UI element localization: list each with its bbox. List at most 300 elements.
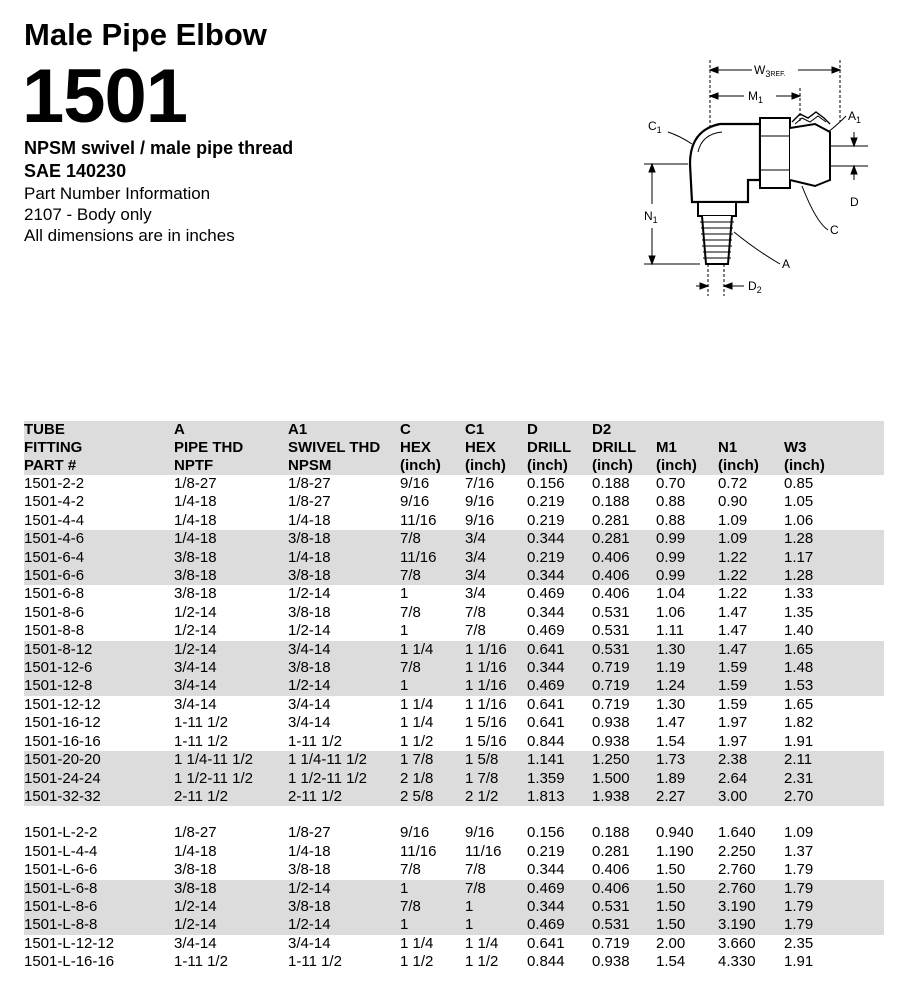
m1-label: $M_1$: [748, 89, 764, 105]
table-cell: 3.190: [718, 916, 784, 934]
table-cell: 0.88: [656, 511, 686, 529]
table-cell: 1 1/4: [400, 695, 434, 713]
table-cell: 0.344: [527, 898, 592, 916]
table-cell: 0.219: [527, 493, 565, 511]
table-row: [24, 714, 884, 732]
table-cell: 0.99: [656, 567, 718, 585]
table-row: [24, 953, 884, 971]
table-cell: 1.190: [656, 842, 694, 860]
column-header: NPTF: [174, 457, 288, 475]
table-cell: 0.531: [592, 603, 630, 621]
table-cell: 1-11 1/2: [288, 953, 342, 971]
table-cell: 1501-16-16: [24, 732, 101, 750]
column-header: PART #: [24, 457, 174, 475]
table-cell: 1-11 1/2: [288, 732, 342, 750]
table-row: [24, 622, 884, 640]
table-cell: 3/4-14: [288, 934, 331, 952]
table-cell: 3.660: [718, 934, 756, 952]
column-header: D: [527, 421, 592, 439]
table-cell: 0.156: [527, 475, 565, 492]
table-cell: 0.344: [527, 567, 592, 585]
table-cell: 1.79: [784, 916, 884, 934]
table-cell: 0.641: [527, 695, 565, 713]
table-cell: 1: [400, 585, 409, 603]
table-cell: 0.938: [592, 732, 630, 750]
table-cell: 1/2-14: [288, 677, 400, 695]
table-cell: 9/16: [400, 824, 430, 842]
table-cell: 7/8: [400, 530, 465, 548]
table-cell: 0.719: [592, 695, 630, 713]
table-cell: 1 1/16: [465, 677, 527, 695]
table-cell: 2.11: [784, 751, 884, 769]
table-cell: 3/4-14: [174, 934, 217, 952]
table-cell: 1501-L-4-4: [24, 842, 98, 860]
table-cell: 1/4-18: [174, 511, 217, 529]
table-body: [24, 475, 884, 972]
table-row: [24, 880, 884, 898]
table-cell: 0.219: [527, 842, 565, 860]
table-cell: 1.54: [656, 732, 686, 750]
table-cell: 1.47: [718, 622, 748, 640]
table-cell: 0.406: [592, 585, 630, 603]
table-cell: 1/8-27: [174, 475, 217, 492]
table-cell: 7/16: [465, 475, 495, 492]
table-cell: 1.22: [718, 567, 784, 585]
table-cell: 2.250: [718, 842, 756, 860]
table-cell: 1501-L-16-16: [24, 953, 115, 971]
column-header: (inch): [592, 457, 656, 475]
table-cell: 0.188: [592, 493, 630, 511]
table-cell: 1.04: [656, 585, 686, 603]
table-cell: 1.640: [718, 824, 756, 842]
table-cell: 2.27: [656, 788, 718, 806]
table-cell: 3.00: [718, 788, 784, 806]
table-cell: 0.531: [592, 916, 656, 934]
table-cell: 1.50: [656, 916, 718, 934]
column-header: A: [174, 421, 288, 439]
table-cell: 1.33: [784, 585, 814, 603]
table-cell: 2.31: [784, 770, 884, 788]
table-cell: 1501-32-32: [24, 788, 174, 806]
table-cell: 1501-20-20: [24, 751, 174, 769]
table-cell: 1.59: [718, 659, 784, 677]
table-cell: 1/2-14: [174, 622, 217, 640]
table-cell: 4.330: [718, 953, 756, 971]
table-cell: 1 1/2: [465, 953, 499, 971]
column-header: HEX: [400, 439, 465, 457]
table-cell: 3/8-18: [288, 898, 400, 916]
info-line-1: Part Number Information: [24, 184, 211, 203]
table-cell: 1501-4-2: [24, 493, 85, 511]
table-cell: 3/4-14: [288, 714, 331, 732]
table-cell: 0.90: [718, 493, 748, 511]
table-cell: 1 5/8: [465, 751, 527, 769]
table-cell: 1501-16-12: [24, 714, 101, 732]
table-cell: 1.17: [784, 549, 884, 567]
column-header: N1: [718, 439, 784, 457]
table-cell: 9/16: [400, 475, 430, 492]
table-cell: 1.59: [718, 695, 748, 713]
info-line-3: All dimensions are in inches: [24, 226, 235, 245]
table-cell: 11/16: [400, 511, 437, 529]
column-header: TUBE: [24, 421, 174, 439]
table-cell: 1/2-14: [174, 898, 288, 916]
table-cell: 0.344: [527, 603, 565, 621]
table-cell: 1.53: [784, 677, 884, 695]
table-cell: 1501-6-6: [24, 567, 174, 585]
table-cell: 1.22: [718, 549, 784, 567]
column-header: M1: [656, 439, 718, 457]
table-cell: 1/4-18: [174, 493, 217, 511]
table-cell: 1.35: [784, 603, 814, 621]
dimensions-table: [24, 421, 884, 972]
table-cell: 1.09: [784, 824, 814, 842]
table-cell: 9/16: [465, 493, 495, 511]
table-cell: 1 5/16: [465, 732, 507, 750]
header-line: [24, 457, 884, 475]
table-cell: 7/8: [400, 659, 465, 677]
table-cell: 2.64: [718, 770, 784, 788]
column-header: NPSM: [288, 457, 400, 475]
table-cell: 1 1/4: [400, 934, 434, 952]
table-cell: 0.940: [656, 824, 694, 842]
table-cell: 1/4-18: [288, 511, 331, 529]
table-cell: 1/2-14: [288, 585, 331, 603]
table-cell: 0.99: [656, 549, 718, 567]
table-row: [24, 475, 884, 493]
table-cell: 0.281: [592, 530, 656, 548]
d2-label: $D_2$: [748, 279, 762, 295]
table-cell: 9/16: [400, 493, 430, 511]
table-cell: 1 1/2-11 1/2: [288, 770, 400, 788]
column-header: [656, 421, 718, 439]
table-cell: 3.190: [718, 898, 784, 916]
product-title: Male Pipe Elbow: [24, 17, 267, 52]
w3-label: $W_3REF$.: [754, 63, 786, 79]
table-cell: 1 1/2: [400, 732, 434, 750]
table-cell: 3/4: [465, 567, 527, 585]
table-cell: 1.50: [656, 880, 718, 898]
table-cell: 0.938: [592, 714, 630, 732]
table-row: [24, 659, 884, 677]
table-cell: 7/8: [465, 880, 527, 898]
table-cell: 1501-24-24: [24, 770, 174, 788]
table-row: [24, 770, 884, 788]
table-cell: 0.406: [592, 567, 656, 585]
table-cell: 1501-8-8: [24, 622, 85, 640]
table-cell: 3/4-14: [288, 641, 400, 659]
table-cell: 1501-2-2: [24, 475, 85, 492]
table-cell: 0.406: [592, 880, 656, 898]
table-cell: 2.760: [718, 880, 784, 898]
table-cell: 1.97: [718, 732, 748, 750]
table-cell: 0.531: [592, 898, 656, 916]
table-cell: 1501-L-8-6: [24, 898, 174, 916]
table-cell: 3/8-18: [174, 861, 217, 879]
header-line: [24, 439, 884, 457]
table-cell: 1501-12-8: [24, 677, 174, 695]
table-cell: 0.844: [527, 732, 565, 750]
table-cell: 0.938: [592, 953, 630, 971]
table-spacer: [24, 806, 884, 824]
table-cell: 0.85: [784, 475, 814, 492]
table-cell: 0.344: [527, 659, 592, 677]
table-cell: 2 1/2: [465, 788, 527, 806]
table-cell: 0.469: [527, 916, 592, 934]
table-cell: 3/4: [465, 530, 527, 548]
table-cell: 0.641: [527, 714, 565, 732]
table-cell: 0.641: [527, 641, 592, 659]
table-cell: 0.88: [656, 493, 686, 511]
table-cell: 1 1/4-11 1/2: [288, 751, 400, 769]
table-cell: 7/8: [400, 567, 465, 585]
table-cell: 1.79: [784, 898, 884, 916]
table-cell: 1.24: [656, 677, 718, 695]
table-cell: 7/8: [465, 622, 486, 640]
table-cell: 2-11 1/2: [288, 788, 400, 806]
table-cell: 1: [465, 898, 527, 916]
table-cell: 1.28: [784, 530, 884, 548]
table-cell: 1 1/4: [465, 934, 499, 952]
table-cell: 1.82: [784, 714, 814, 732]
table-cell: 9/16: [465, 824, 495, 842]
table-cell: 1: [465, 916, 527, 934]
table-cell: 1 7/8: [400, 751, 465, 769]
table-cell: 1: [400, 677, 465, 695]
table-row: [24, 604, 884, 622]
table-row: [24, 567, 884, 585]
fitting-diagram: [640, 52, 880, 302]
table-cell: 1/4-18: [174, 842, 217, 860]
table-cell: 1/8-27: [174, 824, 217, 842]
table-row: [24, 861, 884, 879]
a-label: A: [782, 257, 791, 271]
table-row: [24, 935, 884, 953]
table-cell: 1501-L-6-6: [24, 861, 98, 879]
column-header: PIPE THD: [174, 439, 288, 457]
table-cell: 1-11 1/2: [174, 714, 228, 732]
table-cell: 1 7/8: [465, 770, 527, 788]
table-cell: 1.50: [656, 861, 686, 879]
table-cell: 0.219: [527, 511, 565, 529]
column-header: FITTING: [24, 439, 174, 457]
table-cell: 1 1/4-11 1/2: [174, 751, 288, 769]
table-cell: 2.760: [718, 861, 756, 879]
column-header: [718, 421, 784, 439]
table-row: [24, 824, 884, 842]
table-cell: 1/2-14: [174, 916, 288, 934]
table-cell: 0.469: [527, 585, 565, 603]
column-header: (inch): [465, 457, 527, 475]
d-label: D: [850, 195, 859, 209]
table-cell: 1: [400, 916, 465, 934]
table-cell: 0.406: [592, 549, 656, 567]
column-header: (inch): [400, 457, 465, 475]
table-cell: 1 1/4: [400, 641, 465, 659]
table-cell: 2.35: [784, 934, 814, 952]
table-row: [24, 549, 884, 567]
subtitle-thread: NPSM swivel / male pipe thread: [24, 138, 294, 158]
table-cell: 3/8-18: [174, 880, 288, 898]
table-cell: 1.47: [718, 641, 784, 659]
table-cell: 1.09: [718, 511, 748, 529]
n1-label: $N_1$: [644, 209, 658, 225]
table-cell: 1: [400, 880, 465, 898]
table-cell: 1.11: [656, 622, 685, 640]
column-header: DRILL: [527, 439, 592, 457]
table-row: [24, 530, 884, 548]
table-cell: 0.99: [656, 530, 718, 548]
table-cell: 0.156: [527, 824, 565, 842]
table-cell: 1.938: [592, 788, 656, 806]
table-cell: 1.141: [527, 751, 592, 769]
table-cell: 0.281: [592, 511, 630, 529]
table-row: [24, 512, 884, 530]
table-cell: 11/16: [400, 842, 437, 860]
table-cell: 0.469: [527, 677, 592, 695]
table-cell: 1.37: [784, 842, 814, 860]
table-cell: 1.97: [718, 714, 748, 732]
table-cell: 2.38: [718, 751, 784, 769]
table-cell: 7/8: [465, 861, 486, 879]
table-cell: 0.719: [592, 934, 630, 952]
table-cell: 1 1/2-11 1/2: [174, 770, 288, 788]
table-cell: 1/4-18: [288, 549, 400, 567]
table-cell: 2 5/8: [400, 788, 465, 806]
table-cell: 2.70: [784, 788, 884, 806]
table-cell: 2-11 1/2: [174, 788, 288, 806]
table-cell: 0.844: [527, 953, 565, 971]
table-cell: 1 1/16: [465, 641, 527, 659]
table-cell: 3/8-18: [174, 585, 217, 603]
table-cell: 0.188: [592, 824, 630, 842]
column-header: [784, 421, 884, 439]
table-row: [24, 788, 884, 806]
c1-label: $C_1$: [648, 119, 662, 135]
table-row: [24, 898, 884, 916]
table-cell: 7/8: [465, 603, 486, 621]
table-cell: 0.531: [592, 622, 630, 640]
table-cell: 1501-6-8: [24, 585, 85, 603]
table-cell: 0.469: [527, 880, 592, 898]
table-cell: 1.813: [527, 788, 592, 806]
column-header: DRILL: [592, 439, 656, 457]
table-cell: 0.188: [592, 475, 630, 492]
table-cell: 2.00: [656, 934, 686, 952]
table-cell: 3/4-14: [174, 695, 217, 713]
a1-label: $A_1$: [848, 109, 862, 125]
table-cell: 1/2-14: [174, 603, 217, 621]
table-cell: 1/8-27: [288, 824, 331, 842]
table-cell: 3/8-18: [288, 530, 400, 548]
table-cell: 1/4-18: [288, 842, 331, 860]
column-header: C: [400, 421, 465, 439]
table-cell: 1 5/16: [465, 714, 507, 732]
table-cell: 1501-8-12: [24, 641, 174, 659]
table-cell: 1.47: [656, 714, 686, 732]
table-cell: 7/8: [400, 861, 421, 879]
table-header: [24, 421, 884, 475]
column-header: C1: [465, 421, 527, 439]
table-cell: 1.89: [656, 770, 718, 788]
table-cell: 1501-L-6-8: [24, 880, 174, 898]
table-cell: 0.719: [592, 677, 656, 695]
table-cell: 1 1/2: [400, 953, 434, 971]
column-header: D2: [592, 421, 656, 439]
table-cell: 1.250: [592, 751, 656, 769]
table-cell: 1.48: [784, 659, 884, 677]
table-cell: 0.70: [656, 475, 686, 492]
table-cell: 0.641: [527, 934, 565, 952]
table-cell: 0.344: [527, 861, 565, 879]
column-header: (inch): [718, 457, 784, 475]
table-cell: 3/4: [465, 549, 527, 567]
table-cell: 1.79: [784, 880, 884, 898]
table-cell: 1.06: [784, 511, 814, 529]
table-cell: 1.50: [656, 898, 718, 916]
column-header: (inch): [527, 457, 592, 475]
column-header: HEX: [465, 439, 527, 457]
table-cell: 1.73: [656, 751, 718, 769]
table-row: [24, 641, 884, 659]
column-header: W3: [784, 439, 884, 457]
spacer-cell: [24, 806, 884, 824]
table-cell: 1/8-27: [288, 493, 331, 511]
table-row: [24, 733, 884, 751]
table-cell: 1/2-14: [174, 641, 288, 659]
table-cell: 1.59: [718, 677, 784, 695]
table-cell: 1501-L-12-12: [24, 934, 115, 952]
table-cell: 1.91: [784, 953, 814, 971]
table-cell: 3/8-18: [174, 549, 288, 567]
table-cell: 1.09: [718, 530, 784, 548]
table-row: [24, 751, 884, 769]
table-cell: 1.19: [656, 659, 718, 677]
table-cell: 1-11 1/2: [174, 953, 228, 971]
table-cell: 3/8-18: [288, 861, 331, 879]
table-cell: 1 1/4: [400, 714, 434, 732]
table-cell: 1/2-14: [288, 916, 400, 934]
table-cell: 1.06: [656, 603, 686, 621]
subtitle-sae: SAE 140230: [24, 161, 127, 181]
table-cell: 1501-8-6: [24, 603, 85, 621]
table-row: [24, 585, 884, 603]
table-cell: 1.54: [656, 953, 686, 971]
table-row: [24, 696, 884, 714]
table-cell: 1501-6-4: [24, 549, 174, 567]
column-header: (inch): [784, 457, 884, 475]
table-cell: 0.72: [718, 475, 748, 492]
table-cell: 1501-L-8-8: [24, 916, 174, 934]
table-cell: 1.500: [592, 770, 656, 788]
table-cell: 7/8: [400, 603, 421, 621]
table-cell: 1.65: [784, 695, 814, 713]
table-cell: 3/8-18: [174, 567, 288, 585]
table-cell: 1.40: [784, 622, 814, 640]
table-row: [24, 677, 884, 695]
table-cell: 1.28: [784, 567, 884, 585]
table-cell: 1501-12-12: [24, 695, 101, 713]
table-cell: 1.05: [784, 493, 814, 511]
table-cell: 1-11 1/2: [174, 732, 228, 750]
table-cell: 2 1/8: [400, 770, 465, 788]
table-cell: 3/8-18: [288, 603, 331, 621]
table-row: [24, 493, 884, 511]
table-cell: 11/16: [465, 842, 502, 860]
table-cell: 1501-4-4: [24, 511, 85, 529]
table-cell: 3/4: [465, 585, 486, 603]
table-cell: 1.359: [527, 770, 592, 788]
